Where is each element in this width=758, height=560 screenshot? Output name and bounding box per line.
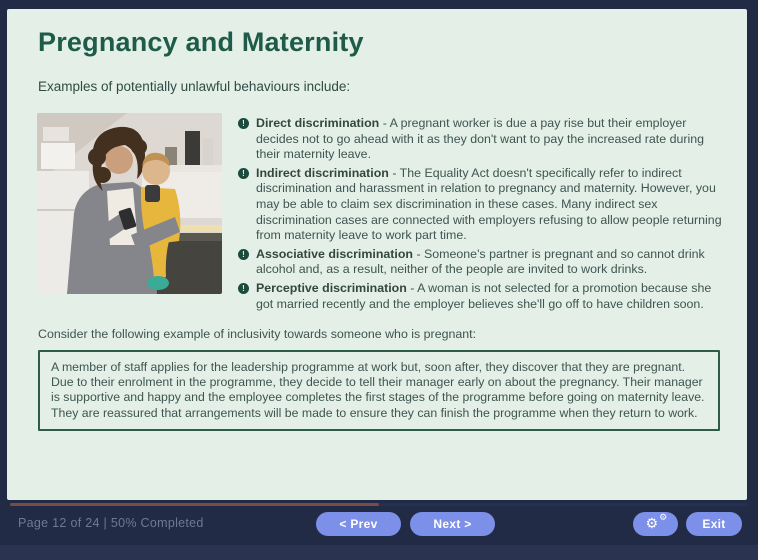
discrimination-list <box>238 116 725 315</box>
settings-button[interactable] <box>633 512 678 536</box>
progress-bar <box>10 503 748 506</box>
list-item <box>238 116 725 163</box>
list-desc: - Someone's partner is pregnant and so cannot drink alcohol and, as a result, neither of the people are invited to work drinks. <box>256 246 705 277</box>
list-item-text <box>256 166 725 244</box>
consider-text: Consider the following example of inclusivity towards someone who is pregnant: <box>38 327 477 341</box>
list-item <box>238 247 725 278</box>
slide-card <box>7 9 747 500</box>
exclamation-bullet-icon: ! <box>238 118 249 129</box>
slide-subtitle: Examples of potentially unlawful behaviours include: <box>38 79 351 94</box>
example-box: A member of staff applies for the leadership programme at work but, soon after, they discover that they are pregnant. Due to their enrolment in the programme, they decide to tell their manager early on about the pregnancy. Their manager is supportive and happy and the employee completes the first stages of the programme before going on maternity leave. They are reassured that arrangements will be made to ensure they can finish the programme when they return to work. <box>38 350 720 431</box>
prev-button[interactable]: < Prev <box>316 512 401 536</box>
list-desc: - The Equality Act doesn't specifically refer to indirect discrimination and harassment in relation to pregnancy and maternity. However, you may be able to claim sex discrimination in these cases. Many indirect sex discrimination cases are connected with employers refusing to allow people returning from maternity leave to work part time. <box>256 165 722 243</box>
progress-fill <box>10 503 379 506</box>
list-term: Perceptive discrimination <box>256 280 407 295</box>
page-title: Pregnancy and Maternity <box>38 27 364 57</box>
list-item <box>238 281 725 312</box>
list-item-text <box>256 247 725 278</box>
list-item-text <box>256 116 725 163</box>
list-desc: - A pregnant worker is due a pay rise but their employer decides not to go ahead with it as they don't want to pay the increased rate during their maternity leave. <box>256 116 705 162</box>
page-status: Page 12 of 24 | 50% Completed <box>18 516 204 530</box>
mother-baby-illustration <box>37 113 222 294</box>
list-item-text <box>256 281 725 312</box>
list-item <box>238 166 725 244</box>
exclamation-bullet-icon: ! <box>238 283 249 294</box>
gears-icon: ⚙ ⚙ <box>645 512 668 531</box>
exclamation-bullet-icon: ! <box>238 249 249 260</box>
list-term: Indirect discrimination <box>256 165 389 180</box>
list-term: Direct discrimination <box>256 116 380 130</box>
mother-baby-photo <box>37 113 222 294</box>
bottom-strip <box>0 545 758 560</box>
next-button[interactable]: Next > <box>410 512 495 536</box>
list-term: Associative discrimination <box>256 246 414 261</box>
exclamation-bullet-icon: ! <box>238 168 249 179</box>
list-desc: - A woman is not selected for a promotion because she got married recently and the employer believes she'll go off to have children soon. <box>256 280 712 311</box>
exit-button[interactable]: Exit <box>686 512 742 536</box>
